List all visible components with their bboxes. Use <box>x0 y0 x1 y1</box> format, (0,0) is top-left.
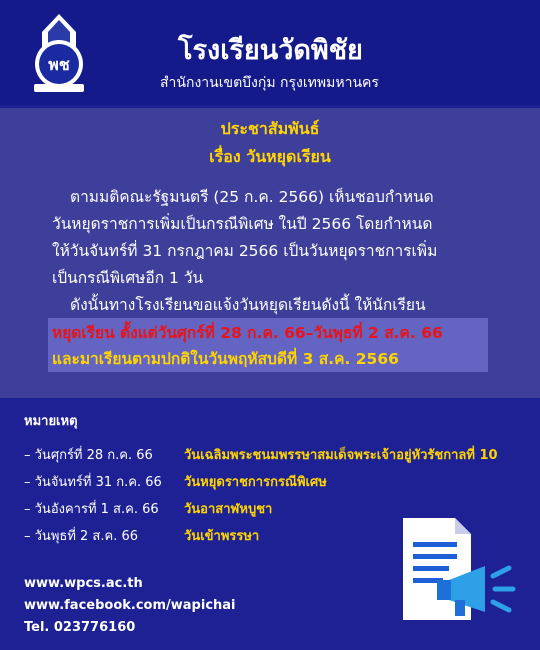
note-day: – วันอังคารที่ 1 ส.ค. 66 <box>24 502 159 517</box>
phone-number: Tel. 023776160 <box>24 620 136 635</box>
note-day: – วันจันทร์ที่ 31 ก.ค. 66 <box>24 475 162 490</box>
facebook-link[interactable]: www.facebook.com/wapichai <box>24 598 236 613</box>
school-name: โรงเรียนวัดพิชัย <box>178 35 363 66</box>
note-item <box>24 525 259 546</box>
announcement-line: ให้วันจันทร์ที่ 31 กรกฎาคม 2566 เป็นวันหยุดราชการเพิ่ม <box>52 242 438 260</box>
note-holiday: วันอาสาฬหบูชา <box>184 502 273 517</box>
return-date-text: และมาเรียนตามปกติในวันพฤหัสบดีที่ 3 ส.ค. 2566 <box>52 350 399 368</box>
announcement-line: วันหยุดราชการเพิ่มเป็นกรณีพิเศษ ในปี 2566 โดยกำหนด <box>52 215 433 233</box>
note-holiday: วันเข้าพรรษา <box>184 529 260 544</box>
document-megaphone-icon <box>385 510 525 630</box>
note-item <box>24 498 272 519</box>
note-day: – วันพุธที่ 2 ส.ค. 66 <box>24 529 138 544</box>
website-link[interactable]: www.wpcs.ac.th <box>24 576 143 591</box>
school-emblem-icon <box>30 12 88 94</box>
note-holiday: วันหยุดราชการกรณีพิเศษ <box>184 475 327 490</box>
holiday-range-text: หยุดเรียน ตั้งแต่วันศุกร์ที่ 28 ก.ค. 66–วันพุธที่ 2 ส.ค. 66 <box>52 324 443 342</box>
note-holiday: วันเฉลิมพระชนมพรรษาสมเด็จพระเจ้าอยู่หัวรัชกาลที่ 10 <box>184 448 498 463</box>
announcement-title: ประชาสัมพันธ์ <box>220 119 320 138</box>
note-item <box>24 444 498 465</box>
announcement-line: ดังนั้นทางโรงเรียนขอแจ้งวันหยุดเรียนดังนี้ ให้นักเรียน <box>70 296 426 314</box>
notes-label: หมายเหตุ <box>24 414 78 429</box>
school-subtitle: สำนักงานเขตบึงกุ่ม กรุงเทพมหานคร <box>160 75 379 91</box>
note-day: – วันศุกร์ที่ 28 ก.ค. 66 <box>24 448 153 463</box>
note-item <box>24 471 327 492</box>
announcement-line: เป็นกรณีพิเศษอีก 1 วัน <box>52 269 204 287</box>
announcement-line: ตามมติคณะรัฐมนตรี (25 ก.ค. 2566) เห็นชอบกำหนด <box>70 188 434 206</box>
svg-text:พช: พช <box>48 55 70 74</box>
announcement-subject: เรื่อง วันหยุดเรียน <box>209 147 331 166</box>
